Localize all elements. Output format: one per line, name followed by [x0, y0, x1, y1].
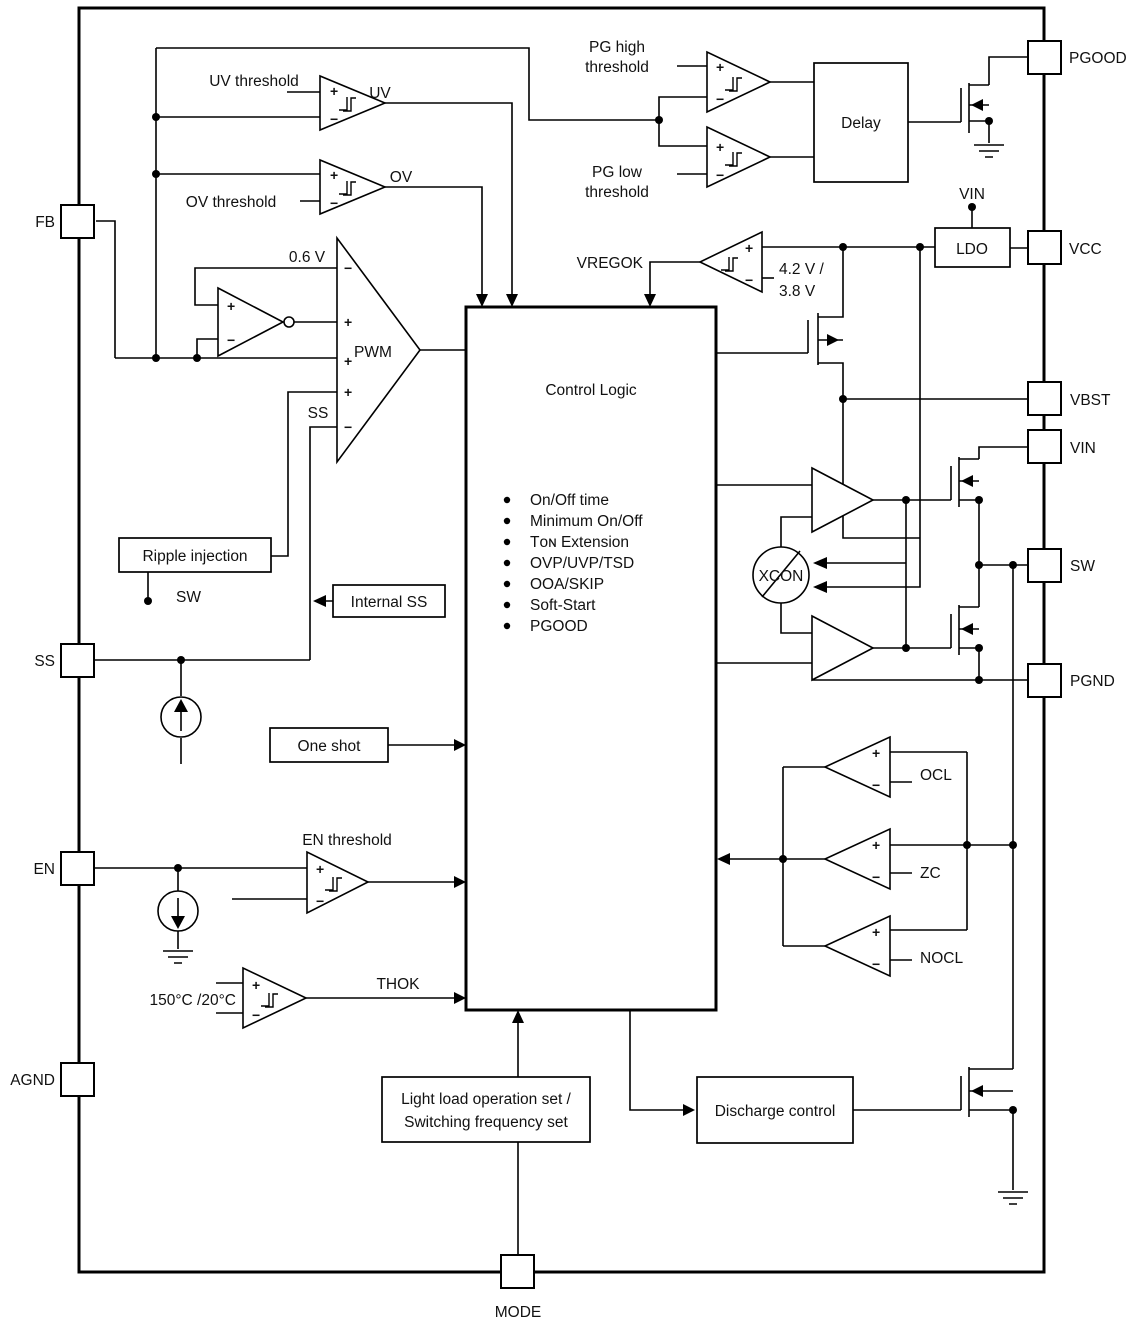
arrow-right-icon [454, 739, 466, 751]
uv-label: UV [369, 85, 391, 102]
en-current-source [158, 891, 198, 931]
one-shot-block [270, 728, 388, 762]
pin-ss-label: SS [34, 653, 55, 670]
arrow-right-icon [454, 876, 466, 888]
pg-low-threshold-label-line1: PG low [592, 164, 642, 181]
thermal-comparator [243, 968, 306, 1028]
minus-sign: − [716, 91, 725, 107]
pin-vbst [1028, 382, 1061, 415]
ldo-label: LDO [956, 241, 988, 258]
mosfet-source [818, 363, 843, 399]
plus-sign: + [872, 924, 881, 940]
junction-dot [1009, 1106, 1017, 1114]
pin-agnd [61, 1063, 94, 1096]
plus-sign: + [330, 167, 339, 183]
arrow-down-icon [644, 294, 656, 307]
plus-sign: + [344, 353, 353, 369]
minus-sign: − [227, 332, 236, 348]
vin-top-label: VIN [959, 186, 985, 203]
pin-pgood [1028, 41, 1061, 74]
discharge-mosfet [961, 1067, 1013, 1190]
control-logic-block [466, 307, 716, 1010]
pin-vcc-label: VCC [1069, 241, 1102, 258]
junction-dot [975, 676, 983, 684]
pin-en [61, 852, 94, 885]
plus-sign: + [716, 139, 725, 155]
error-amplifier [218, 288, 294, 356]
ss-current-source [161, 697, 201, 737]
internal-ss-block [333, 585, 445, 617]
list-item: Soft-Start [530, 597, 596, 614]
ripple-injection-label: Ripple injection [142, 548, 248, 565]
arrow-left-icon [813, 557, 827, 569]
wire [843, 399, 920, 538]
junction-dot [975, 561, 983, 569]
minus-sign: − [330, 111, 339, 127]
pg-high-comparator [707, 52, 770, 112]
plus-sign: + [316, 861, 325, 877]
ripple-sw-label: SW [176, 589, 201, 606]
mosfet-source [969, 121, 989, 143]
plus-sign: + [716, 59, 725, 75]
junction-dot [902, 644, 910, 652]
plus-sign: + [330, 83, 339, 99]
wire [96, 221, 115, 358]
internal-ss-label: Internal SS [350, 594, 428, 611]
ocl-label: OCL [920, 767, 952, 784]
inverter-bubble [284, 317, 294, 327]
list-item: OVP/UVP/TSD [530, 555, 635, 572]
arrow-left-icon [717, 853, 730, 865]
pin-sw [1028, 549, 1061, 582]
wire [630, 1010, 683, 1110]
pin-vbst-label: VBST [1070, 392, 1111, 409]
light-load-label-line2: Switching frequency set [404, 1114, 568, 1131]
zc-label: ZC [920, 865, 941, 882]
minus-sign: − [252, 1007, 261, 1023]
control-logic-title: Control Logic [545, 382, 637, 399]
minus-sign: − [716, 167, 725, 183]
wire [385, 103, 512, 300]
pgood-mosfet [961, 83, 989, 143]
pin-agnd-label: AGND [10, 1072, 55, 1089]
plus-sign: + [344, 314, 353, 330]
junction-dot [1009, 841, 1017, 849]
pg-high-threshold-label-line2: threshold [585, 59, 649, 76]
list-item: On/Off time [530, 492, 609, 509]
junction-dot [839, 243, 847, 251]
minus-sign: − [344, 260, 353, 276]
arrow-up-icon [512, 1010, 524, 1023]
wire [385, 187, 482, 300]
junction-dot [975, 496, 983, 504]
bullet-icon [504, 602, 510, 608]
delay-label: Delay [841, 115, 881, 132]
list-item: Tᴏɴ Extension [530, 534, 630, 551]
plus-sign: + [252, 977, 261, 993]
ground-lines [974, 145, 1004, 157]
pin-pgnd [1028, 664, 1061, 697]
wire [310, 427, 337, 660]
ground-symbol [163, 951, 193, 963]
pwm-label: PWM [354, 344, 392, 361]
pin-en-label: EN [33, 861, 55, 878]
nocl-comparator [825, 916, 890, 976]
wire [659, 97, 707, 146]
minus-sign: − [872, 777, 881, 793]
uv-threshold-label: UV threshold [209, 73, 299, 90]
body-diode-arrow [827, 334, 839, 346]
wire [979, 447, 1028, 459]
ov-comparator [320, 160, 385, 214]
light-load-label-line1: Light load operation set / [401, 1091, 571, 1108]
low-side-driver [812, 616, 873, 680]
vref-0v6-label: 0.6 V [288, 249, 326, 266]
arrow-left-icon [813, 581, 827, 593]
body-diode-arrow [971, 1085, 983, 1097]
zc-comparator [825, 829, 890, 889]
pin-vcc [1028, 231, 1061, 264]
vregok-comparator [700, 232, 762, 292]
pin-pgnd-label: PGND [1070, 673, 1115, 690]
arrow-down-icon [476, 294, 488, 307]
junction-dot [779, 855, 787, 863]
pg-low-threshold-label-line2: threshold [585, 184, 649, 201]
ground-symbol [998, 1192, 1028, 1204]
plus-sign: + [872, 745, 881, 761]
wire [781, 603, 812, 633]
wire [650, 262, 700, 300]
wire [781, 517, 812, 547]
junction-dot [839, 395, 847, 403]
pin-mode-label: MODE [494, 1304, 542, 1321]
ground-lines [998, 1192, 1028, 1204]
driver-triangle [812, 616, 873, 680]
ground-lines [163, 951, 193, 963]
junction-dot [152, 354, 160, 362]
light-load-block [382, 1077, 590, 1142]
junction-dot [916, 243, 924, 251]
minus-sign: − [745, 272, 754, 288]
list-item: PGOOD [530, 618, 588, 635]
arrow-down-icon [506, 294, 518, 307]
bullet-icon [504, 560, 510, 566]
en-threshold-label: EN threshold [302, 832, 392, 849]
arrow-right-icon [683, 1104, 695, 1116]
pg-low-comparator [707, 127, 770, 187]
one-shot-label: One shot [297, 738, 361, 755]
minus-sign: − [872, 869, 881, 885]
pin-pgood-label: PGOOD [1069, 50, 1127, 67]
junction-dot [963, 841, 971, 849]
junction-dot [975, 644, 983, 652]
mosfet-drain [818, 247, 843, 317]
junction-dot [174, 864, 182, 872]
pwm-comparator [337, 238, 420, 462]
ldo-block [935, 228, 1010, 267]
pin-sw-label: SW [1070, 558, 1095, 575]
bullet-icon [504, 518, 510, 524]
pin-mode [501, 1255, 534, 1288]
ocl-comparator [825, 737, 890, 797]
arrow-left-icon [313, 595, 326, 607]
plus-sign: + [227, 298, 236, 314]
pwm-ss-label: SS [307, 405, 329, 422]
wire [989, 57, 1028, 85]
bullet-icon [504, 623, 510, 629]
ov-threshold-label: OV threshold [185, 194, 277, 211]
high-side-mosfet [951, 457, 979, 507]
minus-sign: − [872, 956, 881, 972]
junction-dot [902, 496, 910, 504]
arrow-right-icon [454, 992, 466, 1004]
junction-dot [655, 116, 663, 124]
block-rect [466, 307, 716, 1010]
minus-sign: − [344, 419, 353, 435]
discharge-control-label: Discharge control [714, 1103, 836, 1120]
junction-dot [968, 203, 976, 211]
block-rect [382, 1077, 590, 1142]
junction-dot [152, 113, 160, 121]
junction-dot [177, 656, 185, 664]
junction-dot [1009, 561, 1017, 569]
wire [197, 339, 218, 358]
ov-label: OV [389, 169, 413, 186]
junction-dot [985, 117, 993, 125]
pin-vin [1028, 430, 1061, 463]
vregok-label: VREGOK [576, 255, 643, 272]
list-item: Minimum On/Off [530, 513, 643, 530]
junction-dot [152, 170, 160, 178]
junction-dot [193, 354, 201, 362]
pin-fb-label: FB [35, 214, 55, 231]
minus-sign: − [316, 893, 325, 909]
xcon-block [753, 547, 809, 603]
wire [195, 268, 337, 305]
ground-symbol [974, 145, 1004, 157]
pin-ss [61, 644, 94, 677]
pg-high-threshold-label-line1: PG high [588, 39, 646, 56]
bullet-icon [504, 581, 510, 587]
xcon-label: XCON [758, 568, 804, 585]
pin-fb [61, 205, 94, 238]
comparator-triangle [825, 737, 890, 797]
nocl-label: NOCL [920, 950, 964, 967]
plus-sign: + [344, 384, 353, 400]
mosfet-source [969, 1110, 1013, 1190]
list-item: OOA/SKIP [530, 576, 605, 593]
body-diode-arrow [961, 623, 973, 635]
body-diode-arrow [961, 475, 973, 487]
plus-sign: + [745, 240, 754, 256]
comparator-triangle [825, 916, 890, 976]
bullet-icon [504, 497, 510, 503]
plus-sign: + [872, 837, 881, 853]
body-diode-arrow [971, 99, 983, 111]
low-side-mosfet [951, 605, 979, 655]
ripple-injection-block [119, 538, 271, 572]
discharge-control-block [697, 1077, 853, 1143]
comparator-triangle [825, 829, 890, 889]
pin-vin-label: VIN [1070, 440, 1096, 457]
vref-label-line1: 4.2 V / [779, 261, 824, 278]
en-comparator [307, 852, 368, 913]
thok-label: THOK [376, 976, 420, 993]
temp-threshold-label: 150°C /20°C [149, 992, 236, 1009]
bullet-icon [504, 539, 510, 545]
delay-block [814, 63, 908, 182]
junction-dot [144, 597, 152, 605]
vref-label-line2: 3.8 V [779, 283, 816, 300]
minus-sign: − [330, 195, 339, 211]
